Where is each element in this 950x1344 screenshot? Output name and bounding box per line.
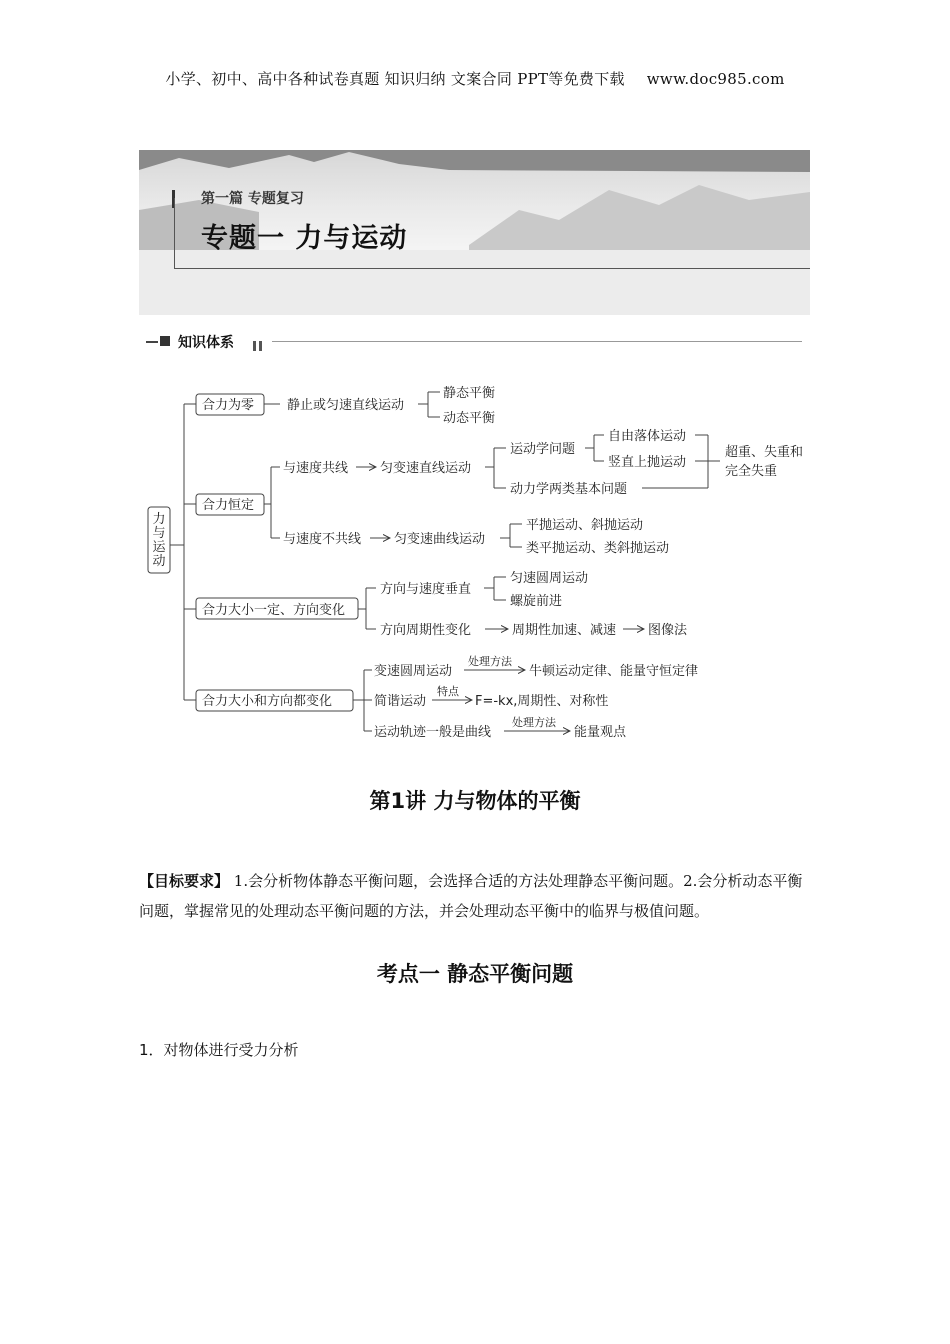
branch2-s1-mid: 匀变速直线运动 (380, 461, 472, 476)
goals-paragraph (139, 866, 815, 926)
goals-text: 1.会分析物体静态平衡问题，会选择合适的方法处理静态平衡问题。2.会分析动态平衡问题，掌握常见的处理动态平衡问题的方法，并会处理动态平衡中的临界与极值问题。 (139, 872, 803, 920)
banner-subtitle: 第一篇 专题复习 (201, 191, 304, 207)
branch4-r3-end: 能量观点 (574, 725, 627, 740)
branch4-r2-end: F=-kx,周期性、对称性 (475, 694, 609, 709)
branch2-label: 合力恒定 (202, 498, 255, 513)
lecture-title: 第1讲 力与物体的平衡 (369, 789, 581, 813)
branch3-l4: 图像法 (648, 623, 688, 638)
topic-title: 考点一 静态平衡问题 (376, 962, 574, 986)
branch2-result2: 完全失重 (725, 464, 778, 479)
root-char-2: 与 (152, 526, 166, 541)
branch2-kin: 运动学问题 (510, 442, 576, 457)
branch2-s2: 与速度不共线 (283, 532, 362, 547)
branch2-c2: 类平抛运动、类斜抛运动 (526, 541, 670, 556)
banner-title: 专题一 力与运动 (201, 223, 408, 254)
branch2-result1: 超重、失重和 (725, 445, 804, 460)
header-url[interactable]: www.doc985.com (646, 70, 785, 88)
branch3-label: 合力大小一定、方向变化 (202, 603, 346, 618)
goals-label: 【目标要求】 (139, 872, 230, 890)
section-rule (272, 341, 802, 342)
branch2-kin1: 自由落体运动 (608, 429, 687, 444)
section-header (146, 332, 802, 352)
chapter-banner (139, 150, 810, 315)
branch1-mid: 静止或匀速直线运动 (287, 398, 405, 413)
branch4-r2: 简谐运动 (374, 694, 427, 709)
list-item: 1．对物体进行受力分析 (139, 1041, 299, 1059)
branch4-r3: 运动轨迹一般是曲线 (374, 725, 492, 740)
section-square-icon (160, 336, 170, 346)
branch3-s1: 方向与速度垂直 (380, 582, 472, 597)
section-bars-icon (253, 336, 265, 355)
branch3-l3: 周期性加速、减速 (512, 623, 617, 638)
branch1-leaf1: 静态平衡 (443, 386, 496, 401)
root-char-3: 运 (152, 540, 166, 555)
branch4-r1-end: 牛顿运动定律、能量守恒定律 (529, 664, 699, 679)
branch2-c1: 平抛运动、斜抛运动 (526, 518, 644, 533)
branch4-r1: 变速圆周运动 (374, 664, 453, 679)
page-header (0, 68, 950, 89)
header-text: 小学、初中、高中各种试卷真题 知识归纳 文案合同 PPT等免费下载 (165, 70, 625, 88)
root-char-1: 力 (152, 512, 166, 527)
section-title: 知识体系 (178, 335, 234, 351)
branch2-s1: 与速度共线 (283, 461, 349, 476)
branch4-label: 合力大小和方向都变化 (202, 694, 333, 709)
branch4-r3-arrow: 处理方法 (512, 716, 556, 729)
branch4-r2-arrow: 特点 (437, 685, 459, 698)
root-char-4: 动 (152, 554, 166, 569)
branch2-kin2: 竖直上抛运动 (608, 455, 687, 470)
branch3-l2: 螺旋前进 (510, 594, 563, 609)
branch1-leaf2: 动态平衡 (443, 411, 496, 426)
branch3-l1: 匀速圆周运动 (510, 571, 589, 586)
branch2-dyn: 动力学两类基本问题 (510, 482, 628, 497)
branch3-s2: 方向周期性变化 (380, 623, 472, 638)
branch2-s2-mid: 匀变速曲线运动 (394, 532, 486, 547)
section-dash (146, 341, 158, 343)
branch4-r1-arrow: 处理方法 (468, 655, 512, 668)
branch1-label: 合力为零 (202, 398, 255, 413)
knowledge-mindmap (130, 370, 830, 750)
